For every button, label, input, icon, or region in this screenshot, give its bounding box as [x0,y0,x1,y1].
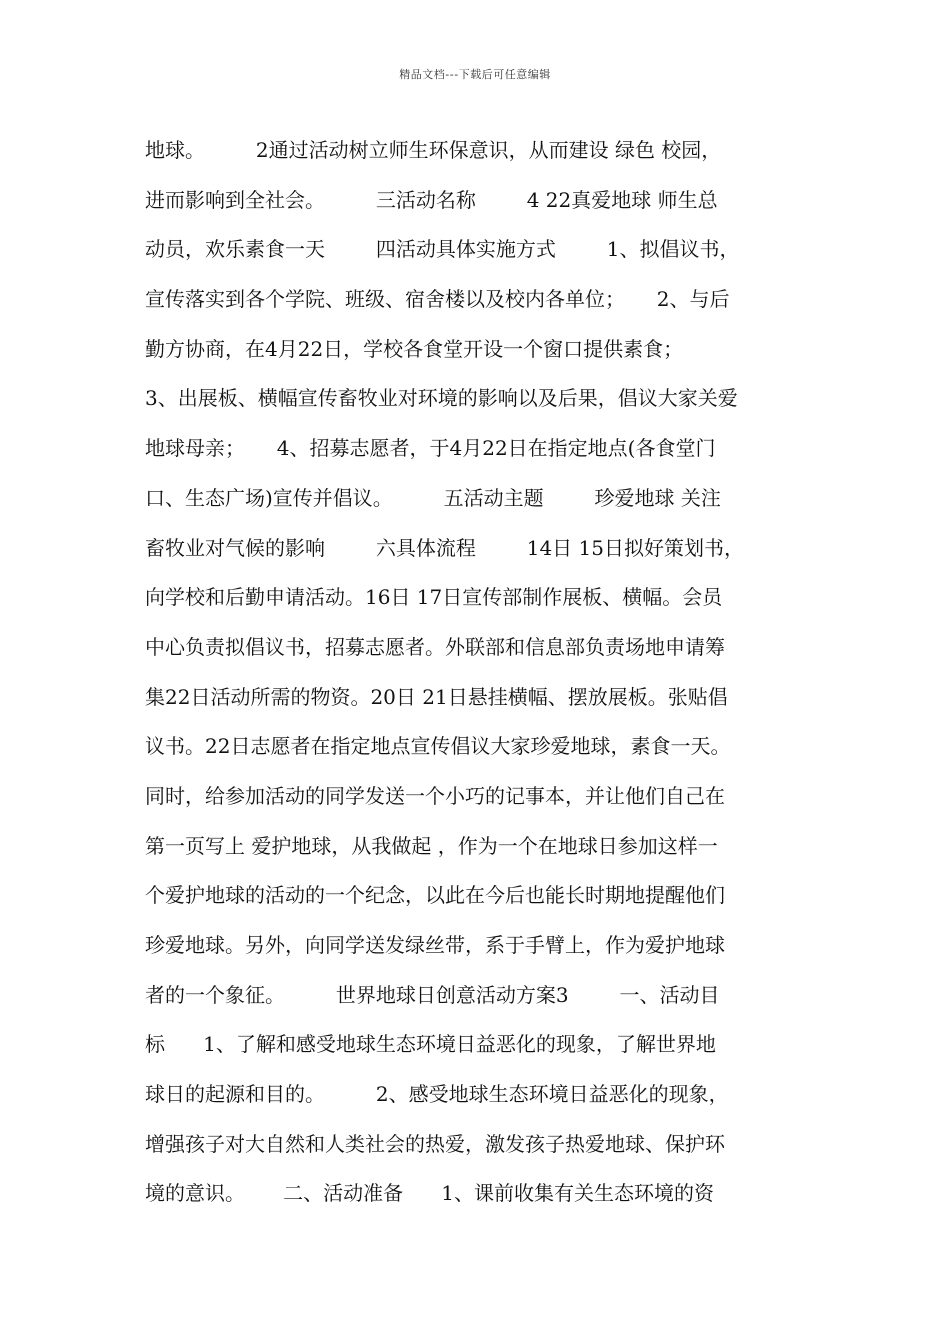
text-line: 集22日活动所需的物资。20日 21日悬挂横幅、摆放展板。张贴倡 [145,684,728,709]
text-line: 3、出展板、横幅宣传畜牧业对环境的影响以及后果，倡议大家关爱 [145,386,738,411]
text-line: 口、生态广场)宣传并倡议。 五活动主题 珍爱地球 关注 [145,485,721,510]
text-line: 珍爱地球。另外，向同学送发绿丝带，系于手臂上，作为爱护地球 [145,933,725,957]
text-line: 地球。 2通过活动树立师生环保意识，从而建设 绿色 校园， [145,138,722,162]
document-body [145,126,815,1219]
text-line: 增强孩子对大自然和人类社会的热爱，激发孩子热爱地球、保护环 [145,1131,725,1156]
text-line: 境的意识。 二、活动准备 1、课前收集有关生态环境的资 [145,1181,715,1206]
text-line: 个爱护地球的活动的一个纪念，以此在今后也能长时期地提醒他们 [145,883,725,908]
text-line: 畜牧业对气候的影响 六具体流程 14日 15日拟好策划书， [145,535,744,560]
text-line: 地球母亲； 4、招募志愿者，于4月22日在指定地点(各食堂门 [145,436,716,461]
text-line: 宣传落实到各个学院、班级、宿舍楼以及校内各单位； 2、与后 [145,287,730,312]
text-line: 球日的起源和目的。 2、感受地球生态环境日益恶化的现象， [145,1082,729,1107]
text-line: 议书。22日志愿者在指定地点宣传倡议大家珍爱地球，素食一天。 [145,734,731,759]
text-line: 第一页写上 爱护地球，从我做起 ，作为一个在地球日参加这样一 [145,833,718,858]
page-header: 精品文档---下载后可任意编辑 [399,68,551,81]
text-line: 中心负责拟倡议书，招募志愿者。外联部和信息部负责场地申请筹 [145,634,725,659]
text-line: 标 1、了解和感受地球生态环境日益恶化的现象，了解世界地 [145,1032,716,1057]
text-line: 动员，欢乐素食一天 四活动具体实施方式 1、拟倡议书， [145,237,740,262]
text-line: 向学校和后勤申请活动。16日 17日宣传部制作展板、横幅。会员 [145,585,723,610]
text-line: 同时，给参加活动的同学发送一个小巧的记事本，并让他们自己在 [145,783,725,808]
text-line: 进而影响到全社会。 三活动名称 4 22真爱地球 师生总 [145,187,718,212]
text-line: 勤方协商，在4月22日，学校各食堂开设一个窗口提供素食； [145,336,684,361]
text-line: 者的一个象征。 世界地球日创意活动方案3 一、活动目 [145,982,720,1007]
